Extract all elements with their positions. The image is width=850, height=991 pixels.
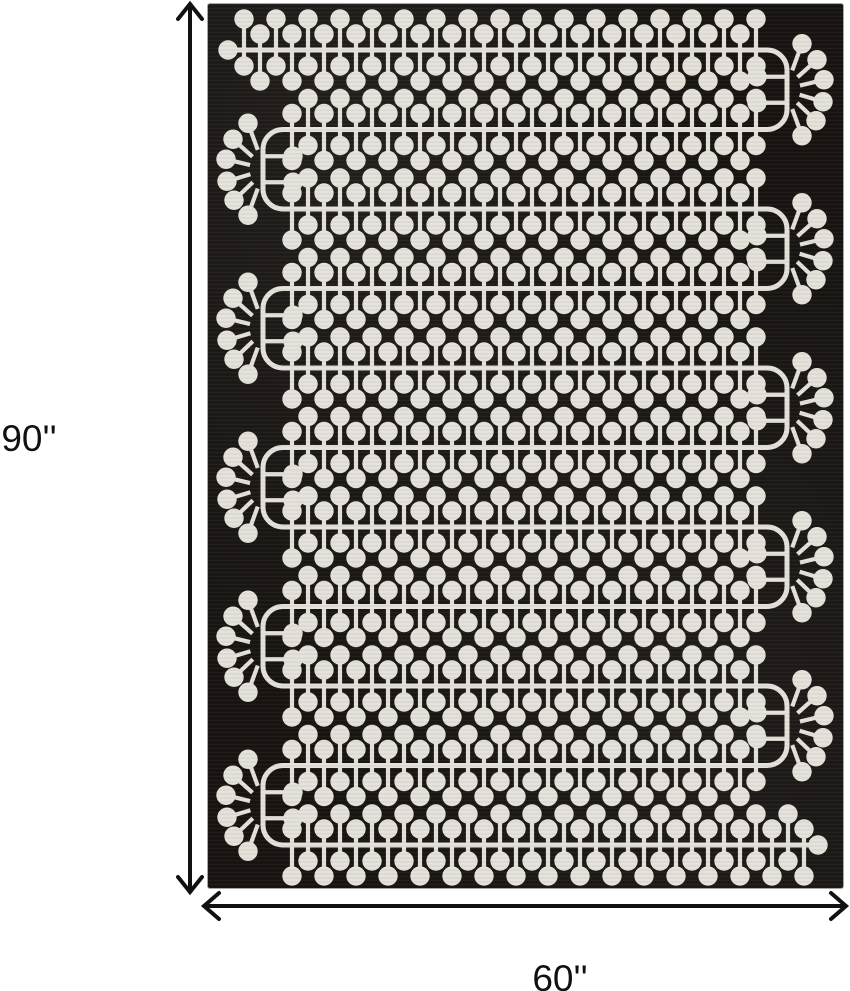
rug-dot-pattern [208,4,843,888]
height-dimension-arrow [170,0,210,900]
height-dimension-label: 90'' [1,418,57,459]
width-dimension-arrow [195,884,850,929]
rug-image [208,4,843,888]
width-dimension-label: 60'' [532,958,588,991]
